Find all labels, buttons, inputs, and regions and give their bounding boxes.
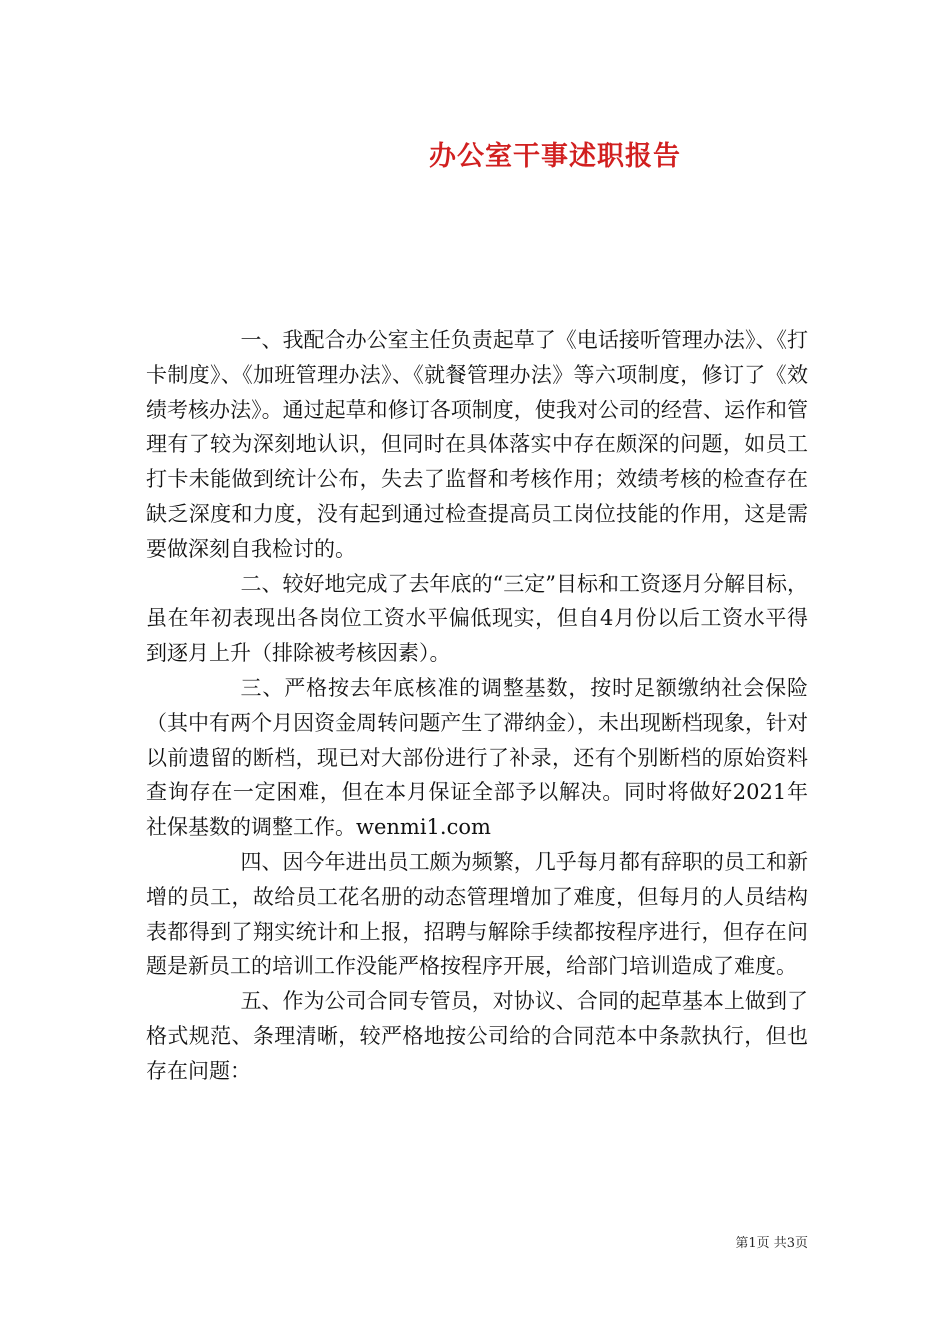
paragraph-2: 二、较好地完成了去年底的“三定”目标和工资逐月分解目标，虽在年初表现出各岗位工资水平偏低现实，但自4月份以后工资水平得到逐月上升（排除被考核因素）。 [146,571,808,666]
page-number-footer: 第1页 共3页 [735,1236,808,1251]
paragraph-5: 五、作为公司合同专管员，对协议、合同的起草基本上做到了格式规范、条理清晰，较严格地按公司给的合同范本中条款执行，但也存在问题： [146,989,808,1083]
paragraph-3: 三、严格按去年底核准的调整基数，按时足额缴纳社会保险（其中有两个月因资金周转问题产生了滞纳金），未出现断档现象，针对以前遗留的断档，现已对大部份进行了补录，还有个别断档的原始资料查询存在一定困难，但在本月保证全部予以解决。同时将做好2021年社保基数的调整工作。wenmi1.com [146,675,808,840]
paragraph-4: 四、因今年进出员工颇为频繁，几乎每月都有辞职的员工和新增的员工，故给员工花名册的动态管理增加了难度，但每月的人员结构表都得到了翔实统计和上报，招聘与解除手续都按程序进行，但存在问题是新员工的培训工作没能严格按程序开展，给部门培训造成了难度。 [146,849,808,979]
document-body [146,323,808,1089]
page-title: 办公室干事述职报告 [429,141,681,172]
paragraph-1: 一、我配合办公室主任负责起草了《电话接听管理办法》、《打卡制度》、《加班管理办法》、《就餐管理办法》等六项制度，修订了《效绩考核办法》。通过起草和修订各项制度，使我对公司的经营、运作和管理有了较为深刻地认识，但同时在具体落实中存在颇深的问题，如员工打卡未能做到统计公布，失去了监督和考核作用；效绩考核的检查存在缺乏深度和力度，没有起到通过检查提高员工岗位技能的作用，这是需要做深刻自我检讨的。 [146,328,808,561]
